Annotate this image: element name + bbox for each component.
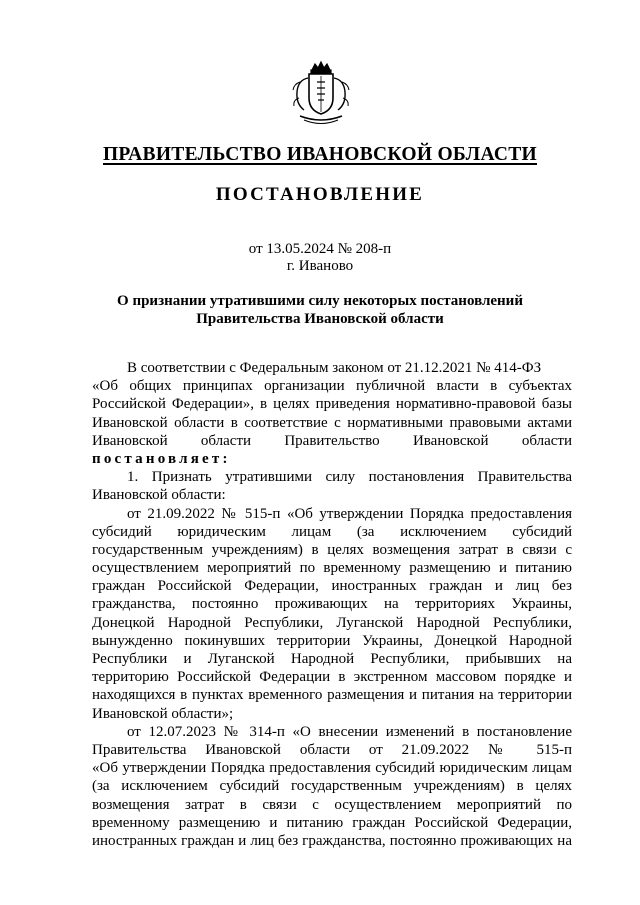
body-line: от 21.09.2022 № 515-п «Об утверждении Порядка предоставления — [127, 505, 572, 522]
body-line: «Об утверждении Порядка предоставления субсидий юридическим лицам — [92, 760, 572, 777]
subject-line: Правительства Ивановской области — [196, 311, 444, 327]
document-body — [92, 359, 572, 850]
document-type: ПОСТАНОВЛЕНИЕ — [215, 184, 425, 205]
body-line: возмещения затрат в связи с осуществлением мероприятий по — [92, 796, 572, 813]
body-line: Российской Федерации», в целях приведения нормативно-правовой базы — [92, 396, 572, 413]
body-line: субсидий юридическим лицам (за исключением субсидий — [92, 523, 572, 540]
body-line: Ивановской области Правительство Ивановской области — [92, 432, 572, 449]
body-line: вынужденно покинувших территории Украины, Донецкой Народной — [92, 632, 572, 649]
body-line: находящихся в пунктах временного размещения и питания на территории — [92, 687, 572, 704]
body-line: граждан Российской Федерации, иностранных граждан и лиц без — [92, 578, 572, 595]
document-subject — [0, 292, 640, 328]
body-line: Ивановской области в соответствие с нормативными правовыми актами — [92, 414, 572, 431]
body-line: гражданства, постоянно проживающих на территориях Украины, — [92, 596, 572, 613]
date-number: от 13.05.2024 № 208-п — [248, 241, 392, 257]
body-line: государственным учреждениям) в целях возмещения затрат в связи с — [92, 541, 572, 558]
body-line: В соответствии с Федеральным законом от 21.12.2021 № 414-ФЗ — [127, 360, 542, 376]
city: г. Иваново — [286, 258, 354, 274]
body-line: постановляет: — [92, 450, 231, 467]
body-line: Правительства Ивановской области от 21.09.2022 № 515-п — [92, 741, 572, 758]
body-line: «Об общих принципах организации публичной власти в субъектах — [92, 378, 572, 395]
body-line: 1. Признать утратившими силу постановления Правительства — [127, 469, 572, 486]
body-line: Республики и Луганской Народной Республики, прибывших на — [92, 651, 572, 667]
body-line: Ивановской области: — [92, 487, 226, 504]
coat-of-arms-icon — [290, 60, 352, 128]
body-line: иностранных граждан и лиц без гражданства, постоянно проживающих на — [92, 832, 572, 849]
body-line: Донецкой Народной Республики, Луганской Народной Республики, — [92, 614, 572, 631]
body-line: временному размещению и питанию граждан Российской Федерации, — [92, 814, 572, 831]
body-line: (за исключением субсидий государственным учреждениям) в целях — [92, 778, 572, 795]
body-line: осуществлением мероприятий по временному размещению и питанию — [92, 560, 572, 577]
body-line: Ивановской области»; — [92, 705, 234, 722]
body-line: территорию Российской Федерации в экстренном массовом порядке и — [92, 669, 572, 686]
government-title: ПРАВИТЕЛЬСТВО ИВАНОВСКОЙ ОБЛАСТИ — [102, 144, 538, 165]
body-line: от 12.07.2023 № 314-п «О внесении изменений в постановление — [127, 723, 572, 740]
subject-line: О признании утратившими силу некоторых постановлений — [117, 293, 523, 309]
